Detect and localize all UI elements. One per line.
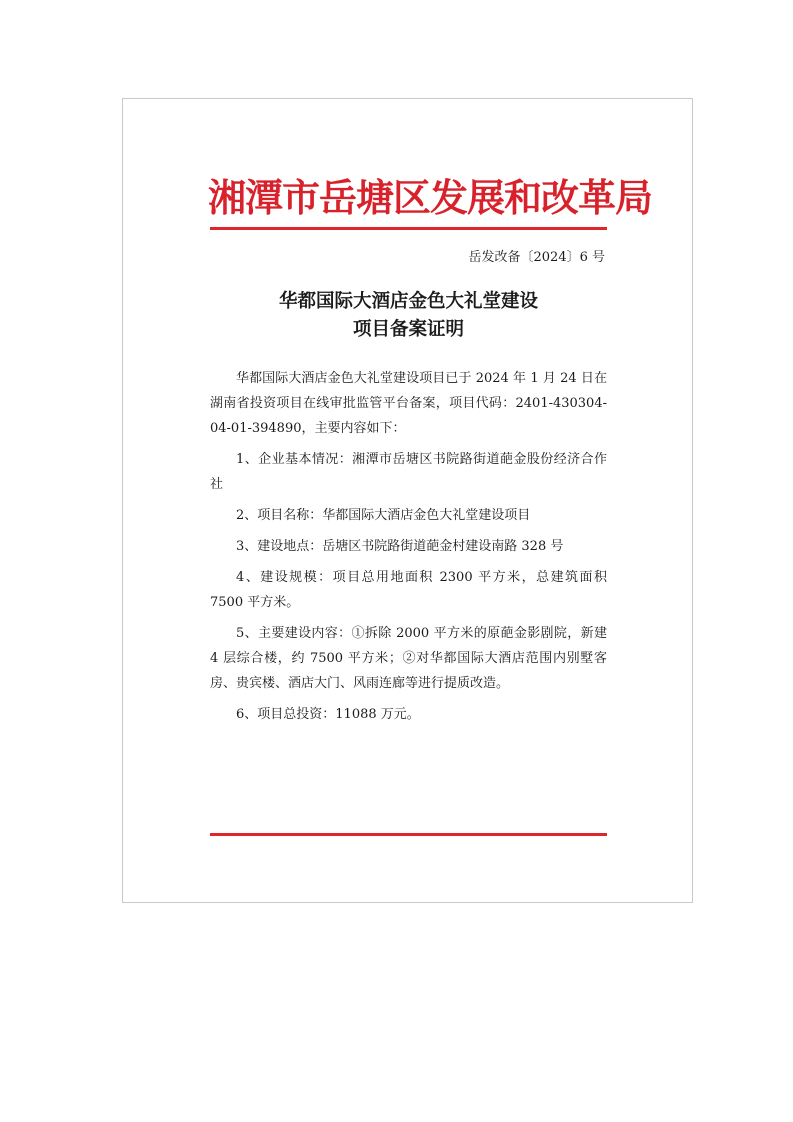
item-main-content: 5、主要建设内容：①拆除 2000 平方米的原葩金影剧院，新建 4 层综合楼，约 7500 平方米；②对华都国际大酒店范围内别墅客房、贵宾楼、酒店大门、风雨连廊等进行提质改造。 — [210, 626, 607, 691]
title-line-2: 项目备案证明 — [352, 319, 464, 340]
item-total-investment: 6、项目总投资：11088 万元。 — [236, 707, 420, 722]
item-enterprise-info: 1、企业基本情况：湘潭市岳塘区书院路街道葩金股份经济合作社 — [210, 452, 607, 492]
document-number: 岳发改备〔2024〕6 号 — [468, 250, 605, 265]
letterhead-red-rule — [210, 227, 607, 230]
footer-red-rule — [210, 833, 607, 836]
item-project-name: 2、项目名称：华都国际大酒店金色大礼堂建设项目 — [236, 508, 531, 523]
document-title — [210, 288, 607, 344]
item-location: 3、建设地点：岳塘区书院路街道葩金村建设南路 328 号 — [236, 539, 564, 554]
item-scale: 4、建设规模：项目总用地面积 2300 平方米，总建筑面积 7500 平方米。 — [210, 570, 607, 610]
intro-paragraph: 华都国际大酒店金色大礼堂建设项目已于 2024 年 1 月 24 日在湖南省投资项目在线审批监管平台备案，项目代码：2401-430304-04-01-394890，主要内容如下： — [210, 371, 607, 436]
title-line-1: 华都国际大酒店金色大礼堂建设 — [278, 291, 538, 312]
document-body — [210, 366, 607, 727]
letterhead-agency-name: 湘潭市岳塘区发展和改革局 — [208, 176, 653, 220]
